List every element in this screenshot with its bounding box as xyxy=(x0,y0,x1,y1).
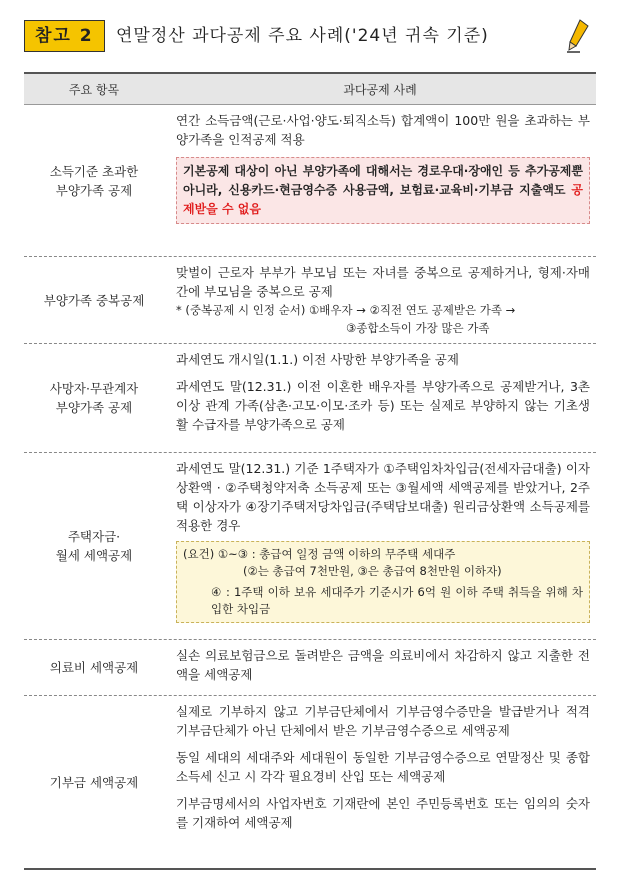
table-row xyxy=(24,257,596,344)
warning-box xyxy=(176,157,590,224)
page-title: 연말정산 과다공제 주요 사례('24년 귀속 기준) xyxy=(116,26,489,46)
row-body xyxy=(164,257,596,343)
requirement-box xyxy=(176,541,590,623)
row-label: 주택자금· 월세 세액공제 xyxy=(55,529,133,563)
row-body xyxy=(164,640,596,695)
row-body xyxy=(164,696,596,868)
warning-text: 기본공제 대상이 아닌 부양가족에 대해서는 경로우대·장애인 등 추가공제뿐 아니라, 신용카드·현금영수증 사용금액, 보험료·교육비·기부금 지출액도 xyxy=(183,164,583,197)
requirement-line: (요건) ①~③ : 총급여 일정 금액 이하의 무주택 세대주 xyxy=(183,547,456,561)
row-text: 과세연도 말(12.31.) 이전 이혼한 배우자를 부양가족으로 공제받거나, 3촌 이상 관계 가족(삼촌·고모·이모·조카 등) 또는 실제로 부양하지 않는 기초생활 수급자를 부양가족으로 공제 xyxy=(176,379,590,432)
row-label: 의료비 세액공제 xyxy=(49,660,139,675)
header-case: 과다공제 사례 xyxy=(343,82,417,97)
deduction-table xyxy=(24,72,596,870)
row-text: 동일 세대의 세대주와 세대원이 동일한 기부금영수증으로 연말정산 및 종합소득세 신고 시 각각 필요경비 산입 또는 세액공제 xyxy=(176,750,590,784)
table-row xyxy=(24,344,596,453)
table-row xyxy=(24,640,596,696)
row-text: 맞벌이 근로자 부부가 부모님 또는 자녀를 중복으로 공제하거나, 형제·자매간에 부모님을 중복으로 공제 xyxy=(176,265,590,299)
row-label: 기부금 세액공제 xyxy=(49,774,139,790)
table-row xyxy=(24,696,596,868)
row-label: 사망자·무관계자 부양가족 공제 xyxy=(49,381,139,415)
row-body xyxy=(164,453,596,639)
row-text: 실제로 기부하지 않고 기부금단체에서 기부금영수증만을 발급받거나 적격 기부금단체가 아닌 단체에서 받은 기부금영수증으로 세액공제 xyxy=(176,704,590,738)
row-text: 연간 소득금액(근로·사업·양도·퇴직소득) 합계액이 100만 원을 초과하는 부양가족을 인적공제 적용 xyxy=(176,113,590,147)
page-header xyxy=(24,18,596,58)
row-body xyxy=(164,344,596,452)
row-note: * (중복공제 시 인정 순서) ①배우자 → ②직전 연도 공제받은 가족 → xyxy=(176,303,516,317)
row-text: 과세연도 개시일(1.1.) 이전 사망한 부양가족을 공제 xyxy=(176,352,459,367)
reference-tag: 참고 2 xyxy=(24,20,105,52)
row-label: 소득기준 초과한 부양가족 공제 xyxy=(49,163,139,198)
header-item: 주요 항목 xyxy=(68,82,120,97)
row-body xyxy=(164,105,596,256)
row-text: 실손 의료보험금으로 돌려받은 금액을 의료비에서 차감하지 않고 지출한 전액을 세액공제 xyxy=(176,648,590,682)
row-text: 기부금명세서의 사업자번호 기재란에 본인 주민등록번호 또는 임의의 숫자를 기재하여 세액공제 xyxy=(176,796,590,830)
row-note: ③종합소득이 가장 많은 가족 xyxy=(346,321,490,335)
row-text: 과세연도 말(12.31.) 기준 1주택자가 ①주택임차차입금(전세자금대출) 이자상환액 · ②주택청약저축 소득공제 또는 ③월세액 세액공제를 받았거나, 2주택 이상자가 ④장기주택저당차입금(주택담보대출) 원리금상환액 소득공제를 적용한 경우 xyxy=(176,461,590,533)
requirement-line: (②는 총급여 7천만원, ③은 총급여 8천만원 이하자) xyxy=(243,564,502,578)
table-row xyxy=(24,105,596,257)
pencil-icon xyxy=(566,18,592,54)
warning-emphasis: 공제받을 수 없음 xyxy=(183,183,583,216)
requirement-line: ④ : 1주택 이하 보유 세대주가 기준시가 6억 원 이하 주택 취득을 위해 차입한 차입금 xyxy=(211,585,583,616)
table-header xyxy=(24,74,596,105)
table-row xyxy=(24,453,596,640)
row-label: 부양가족 중복공제 xyxy=(43,292,145,308)
